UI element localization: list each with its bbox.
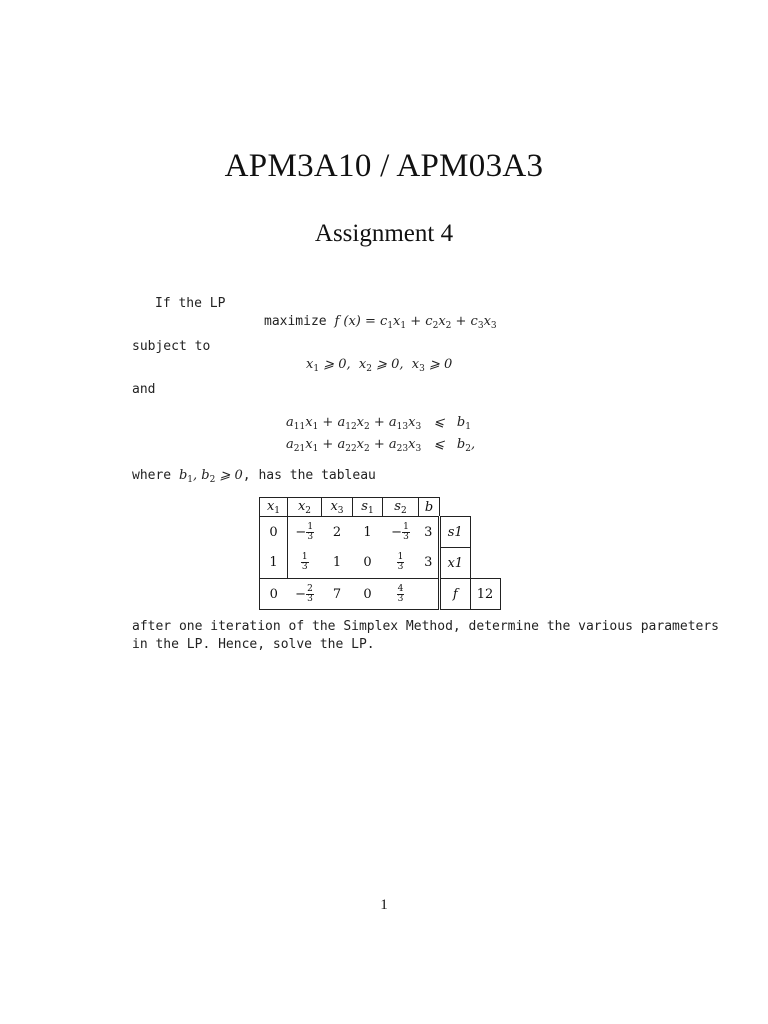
tableau-cell [419,579,440,610]
tableau-cell: 1 [332,555,342,571]
basis-label: x1 [440,548,471,579]
intro-text: If the LP [155,296,226,311]
tableau-cell: 0 [353,579,383,610]
tableau-header-row [260,498,501,517]
tableau-cell: 1 [260,548,288,579]
closing-line-1: after one iteration of the Simplex Method, determine the various parameters [132,619,719,634]
tableau-cell: 3 [419,517,440,548]
where-line: where $b_1$, $b_2$ ⩾ 0, has the tableau [132,468,376,485]
tableau-cell: − $\frac{1}{3}$ [391,521,409,542]
basis-label: s1 [440,517,471,548]
tableau-objective-row [260,579,501,610]
objective-value: 12 [470,579,500,610]
constraint-2: $a_{21}x_1 + a_{22}x_2 + a_{23}x_3$ ⩽ $b_2$, [286,437,476,454]
document-title: APM3A10 / APM03A3 [224,148,544,184]
assignment-title: Assignment 4 [314,220,454,247]
simplex-tableau [259,497,501,610]
nonnegativity-constraints: $x_1$ ⩾ 0, $x_2$ ⩾ 0, $x_3$ ⩾ 0 [306,357,453,374]
tableau-cell: $\frac{1}{3}$ [301,552,308,573]
header-s1: $s_1$ [353,498,383,517]
header-x1: $x_1$ [260,498,288,517]
and-label: and [132,382,156,397]
tableau-cell: 3 [419,548,440,579]
header-b: b [419,498,440,517]
tableau-cell: 0 [260,517,288,548]
header-x2: $x_2$ [288,498,322,517]
objective-function: maximize f $(x) = c_1x_1 + c_2x_2 + c_3x_3$ [264,314,497,331]
tableau-cell: − $\frac{2}{3}$ [288,579,322,610]
tableau-cell: − $\frac{1}{3}$ [295,521,314,542]
header-s2: $s_2$ [383,498,419,517]
tableau-cell: $\frac{4}{3}$ [383,579,419,610]
tableau-cell: $\frac{1}{3}$ [397,552,404,573]
tableau-cell: 0 [260,579,288,610]
tableau-row [260,517,501,548]
subject-to-label: subject to [132,339,211,354]
tableau-cell: 1 [363,524,372,540]
tableau-cell: 7 [322,579,353,610]
closing-line-2: in the LP. Hence, solve the LP. [132,637,375,652]
header-x3: $x_3$ [322,498,353,517]
constraint-1: $a_{11}x_1 + a_{12}x_2 + a_{13}x_3$ ⩽ $b_1$ [286,415,471,432]
tableau-cell: 2 [332,524,342,540]
tableau-cell: 0 [363,555,372,571]
page-number: 1 [380,897,388,913]
objective-label: f [440,579,471,610]
tableau-row [260,548,501,579]
